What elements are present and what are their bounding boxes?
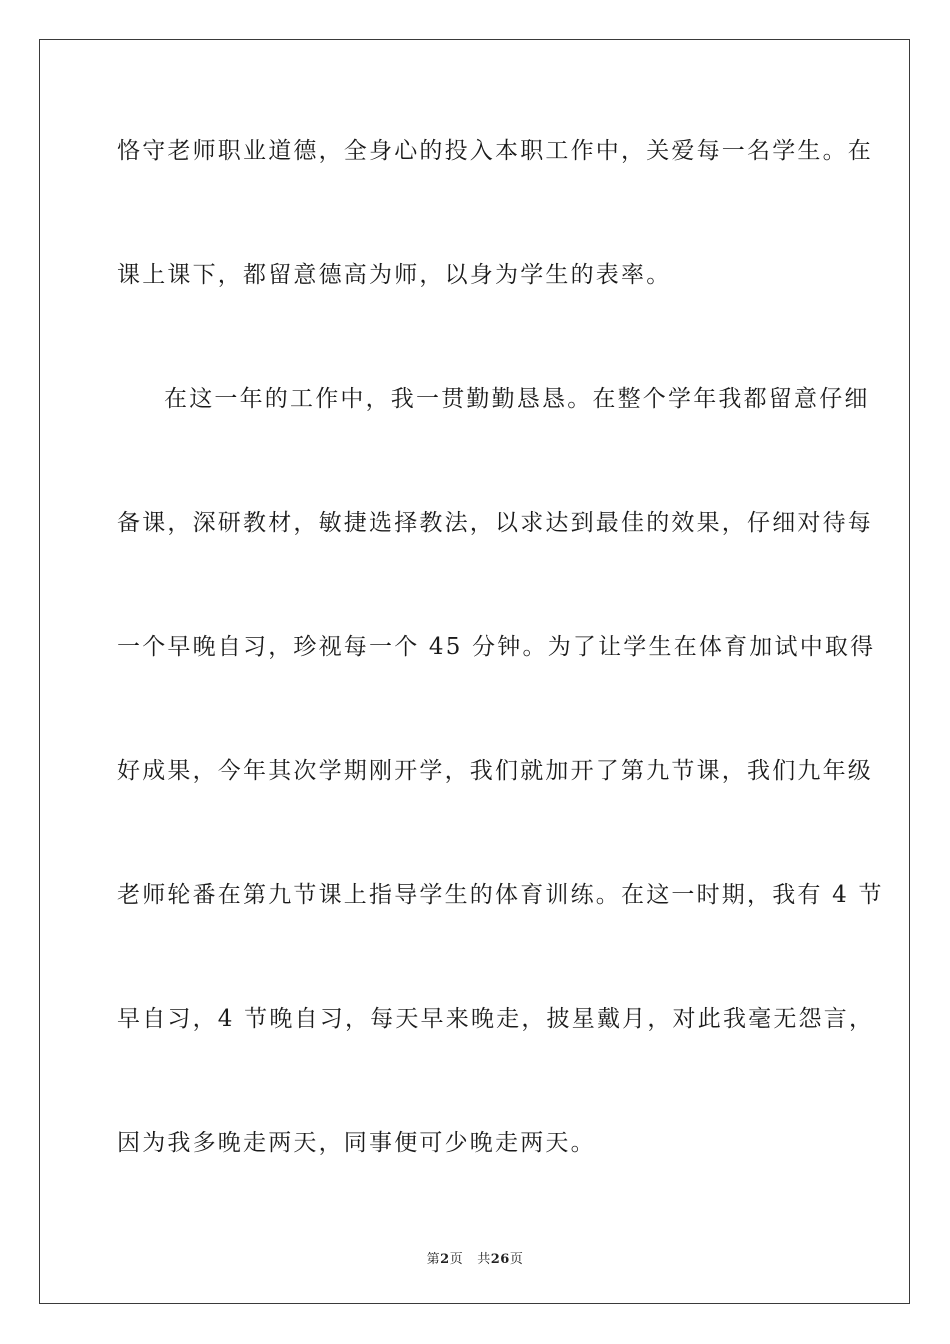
text-line: 课上课下，都留意德高为师，以身为学生的表率。 bbox=[117, 262, 672, 288]
page-suffix: 页 bbox=[449, 1252, 464, 1267]
text-line: 一个早晚自习，珍视每一个 45 分钟。为了让学生在体育加试中取得 bbox=[117, 634, 876, 660]
page-number: 2 bbox=[440, 1252, 450, 1267]
text-line: 恪守老师职业道德，全身心的投入本职工作中，关爱每一名学生。在 bbox=[117, 138, 873, 164]
total-prefix: 共 bbox=[477, 1252, 491, 1267]
page-footer bbox=[0, 1248, 950, 1267]
page-border bbox=[39, 39, 910, 1304]
text-line: 好成果，今年其次学期刚开学，我们就加开了第九节课，我们九年级 bbox=[117, 758, 873, 784]
text-line: 早自习，4 节晚自习，每天早来晚走，披星戴月，对此我毫无怨言， bbox=[117, 1006, 875, 1032]
text-line: 因为我多晚走两天，同事便可少晚走两天。 bbox=[117, 1130, 596, 1156]
text-line: 老师轮番在第九节课上指导学生的体育训练。在这一时期，我有 4 节 bbox=[117, 882, 884, 908]
total-pages: 26 bbox=[490, 1252, 510, 1267]
total-suffix: 页 bbox=[509, 1252, 524, 1267]
text-line: 备课，深研教材，敏捷选择教法，以求达到最佳的效果，仔细对待每 bbox=[117, 510, 873, 536]
paragraph-start-line: 在这一年的工作中，我一贯勤勤恳恳。在整个学年我都留意仔细 bbox=[164, 386, 870, 412]
page-prefix: 第 bbox=[426, 1252, 441, 1267]
